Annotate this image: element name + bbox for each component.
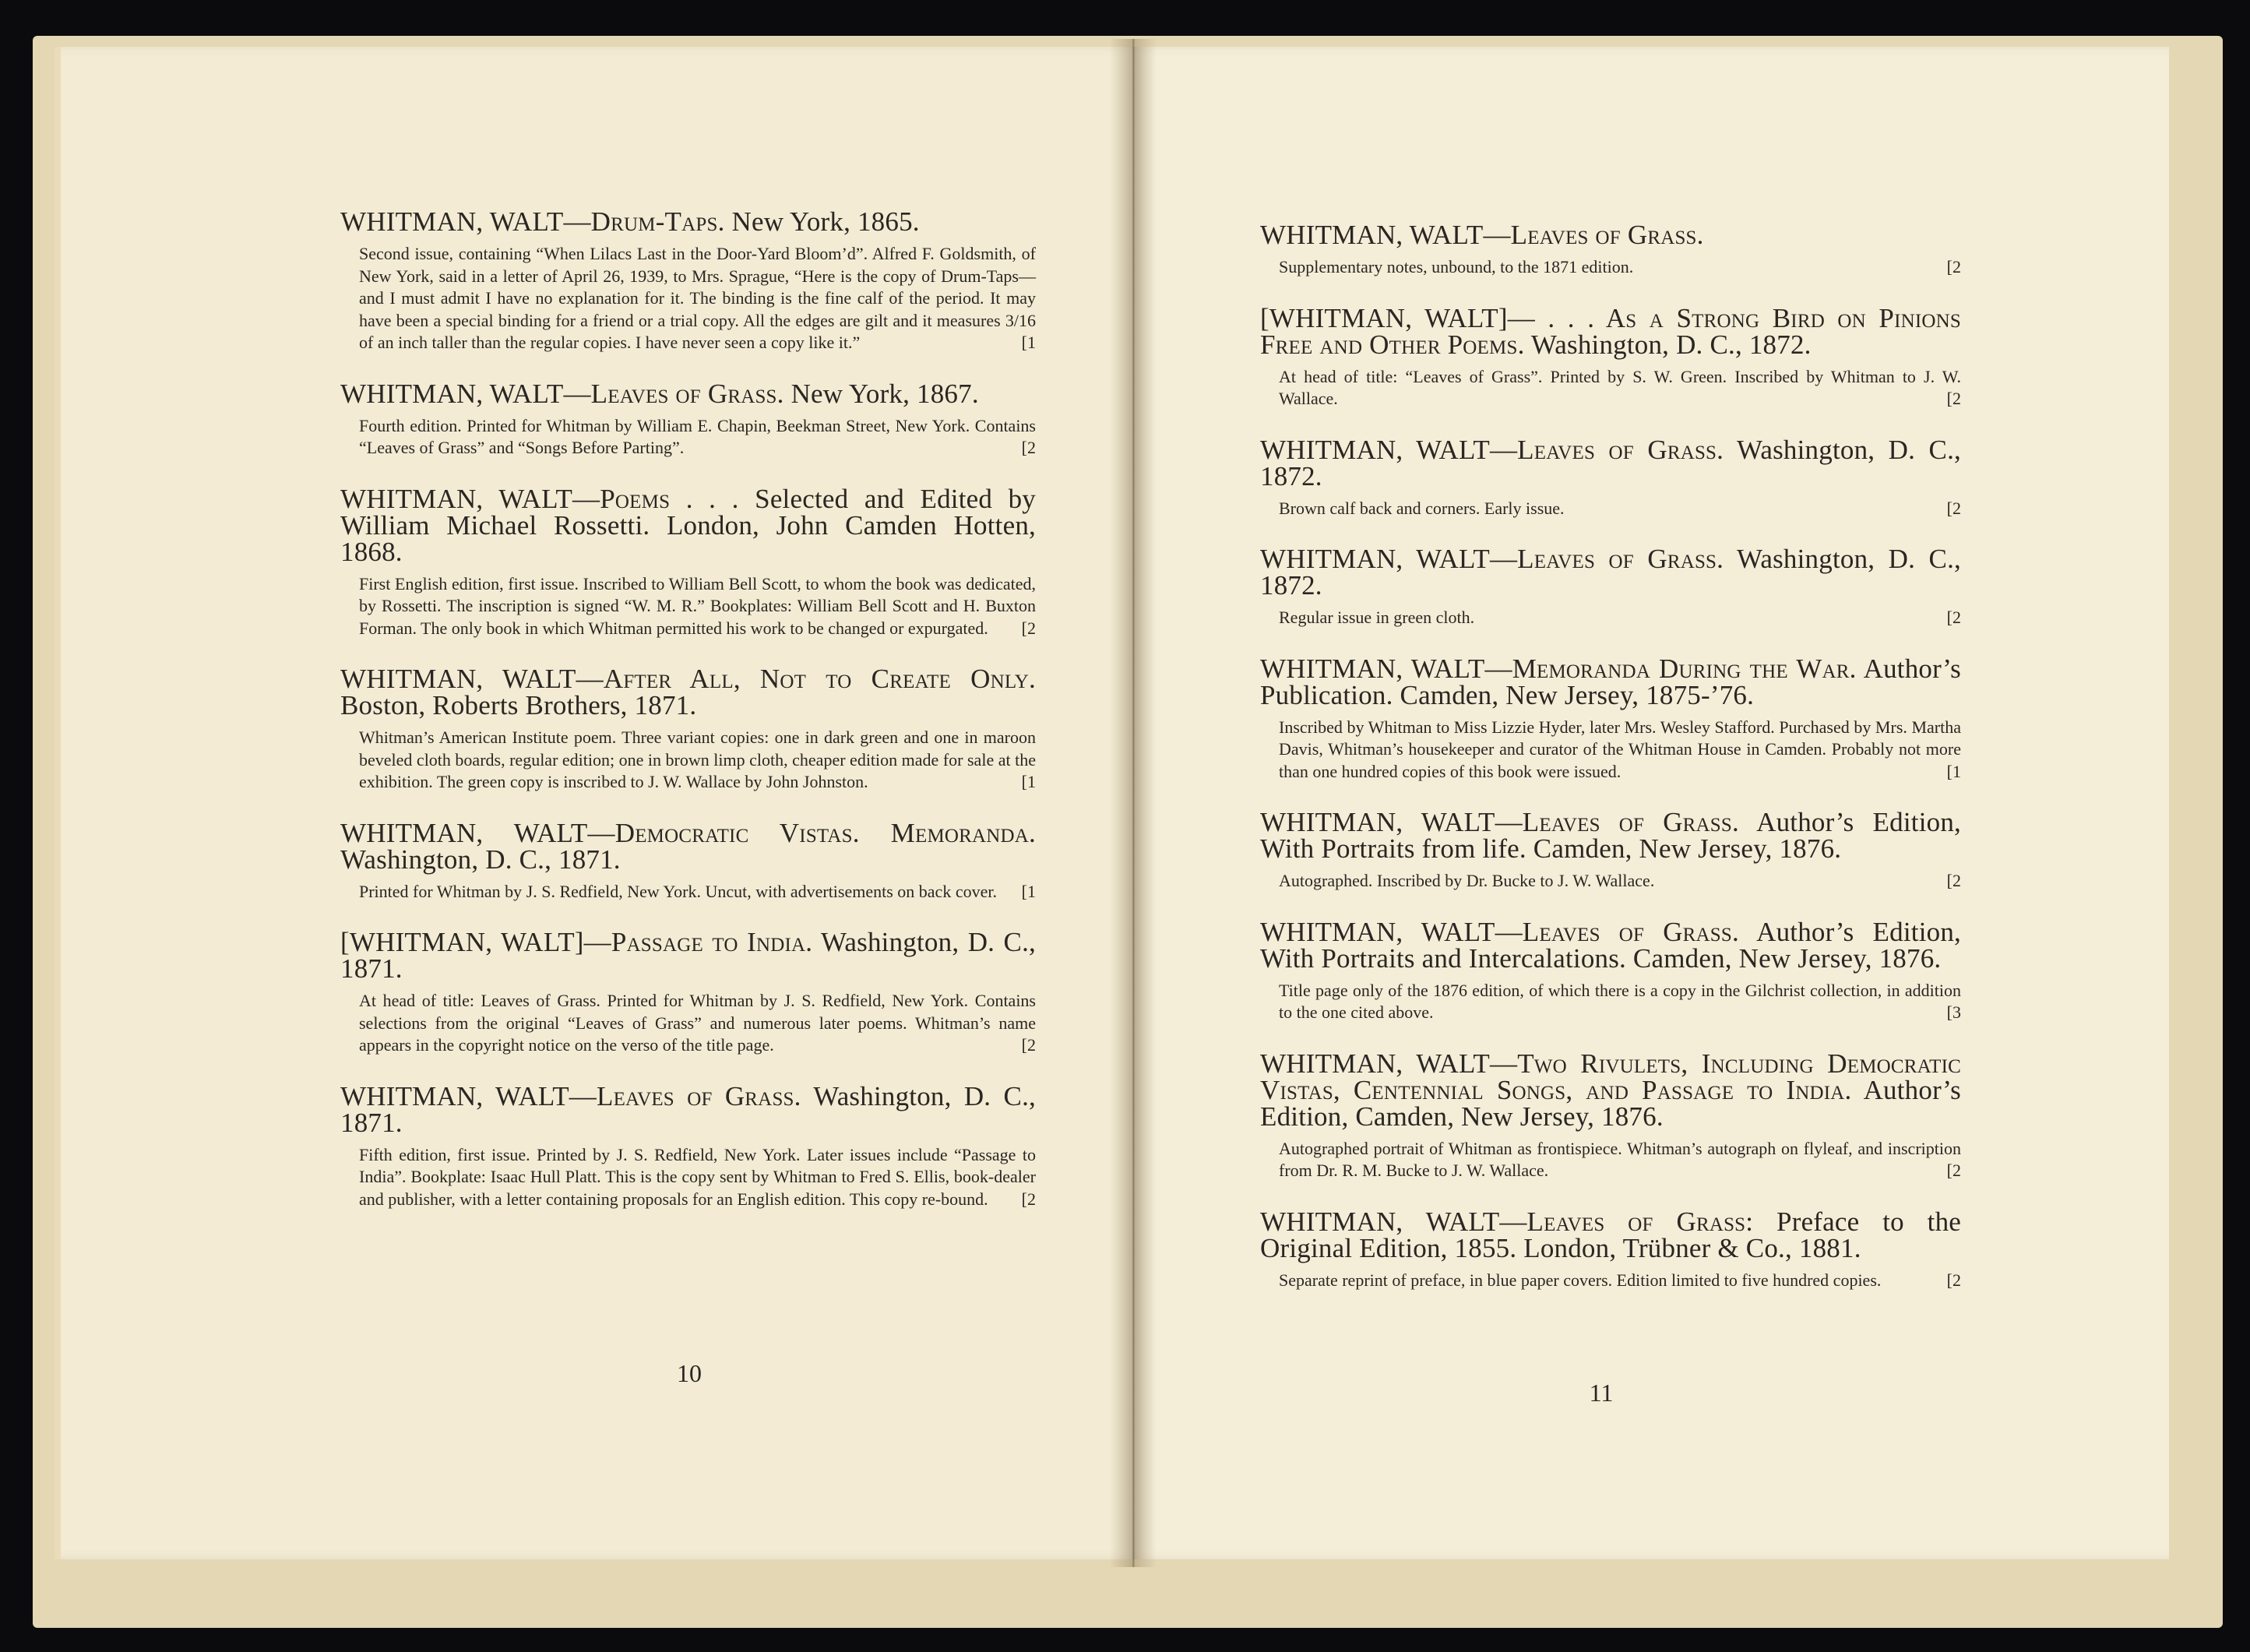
entry-note-text: First English edition, first issue. Inscribed to William Bell Scott, to whom the book was dedicated, by Rossetti. The inscription is signed “W. M. R.” Bookplates: William Bell Scott and H. Buxton Forman. The only book in which Whitman permitted his work to be changed or expurgated. [359, 573, 1036, 638]
bibliography-entry [1260, 653, 1961, 784]
entry-heading [340, 378, 1036, 409]
entry-heading [340, 666, 1036, 719]
entry-imprint: Author’s Edition, Camden, New Jersey, 1876. [1260, 1074, 1961, 1132]
copies-count: [2 [1946, 257, 1961, 277]
entry-author: WHITMAN, WALT— [1260, 1048, 1518, 1079]
entry-author: WHITMAN, WALT— [340, 817, 615, 848]
entry-imprint: Selected and Edited by William Michael Rossetti. London, John Camden Hotten, 1868. [340, 483, 1036, 567]
entry-imprint: Author’s Edition, With Portraits from life. Camden, New Jersey, 1876. [1260, 807, 1961, 864]
entry-heading [1260, 434, 1961, 491]
entry-note-text: Second issue, containing “When Lilacs Last in the Door-Yard Bloom’d”. Alfred F. Goldsmith, of New York, said in a letter of April 26, 1939, to Mrs. Sprague, “Here is the copy of Drum-Taps—and I must admit I have no explanation for it. The binding is the fine calf of the period. It may have been a special binding for a friend or a trial copy. All the edges are gilt and it measures 3/16 of an inch taller than the regular copies. I have never seen a copy like it.” [359, 244, 1036, 352]
entry-note [1279, 366, 1961, 410]
entry-note [359, 573, 1036, 640]
copies-count: [1 [1946, 761, 1961, 781]
copies-count: [2 [1021, 618, 1036, 638]
entry-heading [1260, 546, 1961, 599]
bibliography-entry [340, 929, 1036, 1057]
entry-note [1279, 498, 1961, 520]
entry-heading [340, 929, 1036, 982]
entry-heading [340, 1080, 1036, 1138]
bibliography-entry [340, 483, 1036, 640]
entry-author: WHITMAN, WALT— [1260, 544, 1518, 574]
entry-heading [1260, 222, 1961, 248]
entry-author: WHITMAN, WALT— [340, 1080, 597, 1111]
entry-note [1279, 717, 1961, 784]
entry-heading [1260, 1206, 1961, 1263]
entry-heading [1260, 916, 1961, 974]
entry-author: WHITMAN, WALT— [340, 664, 604, 694]
book-gutter [1110, 39, 1157, 1567]
entry-heading [1260, 809, 1961, 862]
bibliography-entry [1260, 546, 1961, 629]
entry-note-text: Whitman’s American Institute poem. Three variant copies: one in dark green and one in maroon beveled cloth boards, regular edition; one in brown limp cloth, cheaper edition made for sale at the exhibition. The green copy is inscribed to J. W. Wallace by John Johnston. [359, 727, 1036, 791]
entry-note-text: Inscribed by Whitman to Miss Lizzie Hyder, later Mrs. Wesley Stafford. Purchased by Mrs. Martha Davis, Whitman’s housekeeper and curator of the Whitman House in Camden. Probably not more than one hundred copies of this book were issued. [1279, 717, 1961, 781]
entry-author: WHITMAN, WALT— [340, 206, 591, 237]
entry-title: Leaves of Grass. [1510, 220, 1704, 250]
entry-note-text: Brown calf back and corners. Early issue. [1279, 498, 1565, 518]
entry-note [359, 243, 1036, 354]
entry-note [1279, 1270, 1961, 1292]
entry-heading [1260, 1048, 1961, 1132]
copies-count: [1 [1021, 772, 1036, 791]
entry-imprint: Author’s Edition, With Portraits and Intercalations. Camden, New Jersey, 1876. [1260, 916, 1961, 974]
entry-author: WHITMAN, WALT— [1260, 916, 1523, 947]
entry-note [359, 990, 1036, 1057]
entry-note-text: Fifth edition, first issue. Printed by J. S. Redfield, New York. Later issues include “Passage to India”. Bookplate: Isaac Hull Platt. This is the copy sent by Whitman to Fred S. Ellis, book-dealer and publisher, with a letter containing proposals for an English edition. This copy re-bound. [359, 1144, 1036, 1209]
entry-imprint: Preface to the Original Edition, 1855. London, Trübner & Co., 1881. [1260, 1206, 1961, 1263]
entry-title: Leaves of Grass: [1526, 1206, 1754, 1237]
entry-author: WHITMAN, WALT— [1260, 220, 1511, 250]
entry-title: Leaves of Grass. [597, 1080, 801, 1111]
entry-title: Passage to India. [611, 927, 813, 957]
entry-note-text: Regular issue in green cloth. [1279, 608, 1475, 627]
copies-count: [2 [1946, 389, 1961, 408]
entry-author: WHITMAN, WALT— [340, 483, 600, 514]
copies-count: [3 [1946, 1002, 1961, 1022]
entry-note [359, 881, 1036, 903]
entry-title: Two Rivulets, Including Democratic Vistas, Centennial Songs, and Passage to India. [1260, 1048, 1961, 1105]
entry-note [1279, 1138, 1961, 1182]
entry-note-text: Separate reprint of preface, in blue paper covers. Edition limited to five hundred copies. [1279, 1270, 1882, 1290]
copies-count: [1 [1021, 333, 1036, 352]
right-column [1260, 222, 1961, 1318]
copies-count: [2 [1021, 1035, 1036, 1055]
entry-note [359, 415, 1036, 460]
entry-note [1279, 607, 1961, 629]
entry-imprint: Author’s Publication. Camden, New Jersey, 1875-’76. [1260, 653, 1961, 710]
entry-author: WHITMAN, WALT— [340, 378, 591, 409]
entry-heading [1260, 302, 1961, 360]
copies-count: [2 [1946, 1161, 1961, 1180]
page-number-left: 10 [677, 1359, 702, 1387]
entry-title: After All, Not to Create Only. [603, 664, 1036, 694]
bibliography-entry [340, 1080, 1036, 1211]
entry-author: [WHITMAN, WALT]— [1260, 302, 1548, 333]
entry-note [1279, 256, 1961, 279]
bibliography-entry [340, 378, 1036, 460]
entry-heading [340, 817, 1037, 875]
entry-imprint: Washington, D. C., 1871. [340, 927, 1036, 984]
copies-count: [2 [1946, 871, 1961, 890]
bibliography-entry [1260, 809, 1961, 893]
entry-title: Leaves of Grass. [590, 378, 784, 409]
bibliography-entry [1260, 1048, 1961, 1182]
entry-title: Leaves of Grass. [1517, 434, 1724, 465]
bibliography-entry [340, 666, 1036, 794]
bibliography-entry [1260, 1206, 1961, 1292]
entry-imprint: Washington, D. C., 1872. [1260, 434, 1961, 491]
entry-heading [340, 483, 1036, 567]
entry-author: WHITMAN, WALT— [1260, 434, 1518, 465]
bibliography-entry [340, 817, 1037, 903]
entry-imprint: Washington, D. C., 1871. [340, 1080, 1036, 1138]
copies-count: [1 [1021, 881, 1036, 901]
entry-note-text: Fourth edition. Printed for Whitman by William E. Chapin, Beekman Street, New York. Contains “Leaves of Grass” and “Songs Before Parting”. [359, 415, 1036, 457]
entry-imprint: Washington, D. C., 1872. [1260, 544, 1961, 601]
entry-note [1279, 980, 1961, 1024]
bibliography-entry [1260, 916, 1961, 1024]
entry-imprint: Boston, Roberts Brothers, 1871. [340, 690, 697, 720]
entry-title: Leaves of Grass. [1522, 916, 1739, 947]
copies-count: [2 [1946, 608, 1961, 627]
bibliography-entry [340, 206, 1036, 354]
entry-title: Democratic Vistas. Memoranda. [614, 817, 1037, 848]
entry-title: . . . As a Strong Bird on Pinions Free and Other Poems. [1260, 302, 1961, 360]
entry-author: WHITMAN, WALT— [1260, 807, 1523, 837]
entry-imprint: New York, 1865. [731, 206, 920, 237]
entry-heading [1260, 653, 1961, 710]
entry-heading [340, 206, 1036, 237]
copies-count: [2 [1021, 438, 1036, 457]
copies-count: [2 [1021, 1189, 1036, 1209]
entry-note [359, 727, 1036, 794]
entry-note-text: At head of title: Leaves of Grass. Printed for Whitman by J. S. Redfield, New York. Contains selections from the original “Leaves of Grass” and numerous later poems. Whitman’s name appears in the copyright notice on the verso of the title page. [359, 991, 1036, 1055]
bibliography-entry [1260, 302, 1961, 410]
entry-imprint: New York, 1867. [790, 378, 979, 409]
left-column [340, 206, 1037, 1237]
entry-title: Poems . . . [600, 483, 739, 514]
entry-title: Leaves of Grass. [1522, 807, 1739, 837]
entry-note-text: At head of title: “Leaves of Grass”. Printed by S. W. Green. Inscribed by Whitman to J. W. Wallace. [1279, 366, 1961, 408]
entry-note-text: Autographed. Inscribed by Dr. Bucke to J. W. Wallace. [1279, 871, 1655, 890]
entry-note-text: Printed for Whitman by J. S. Redfield, New York. Uncut, with advertisements on back cover. [359, 881, 997, 901]
entry-title: Leaves of Grass. [1517, 544, 1724, 574]
entry-note [1279, 870, 1961, 893]
copies-count: [2 [1946, 1270, 1961, 1290]
entry-author: WHITMAN, WALT— [1260, 1206, 1527, 1237]
copies-count: [2 [1946, 498, 1961, 518]
entry-note [359, 1144, 1036, 1211]
page-number-right: 11 [1589, 1379, 1614, 1407]
entry-note-text: Autographed portrait of Whitman as frontispiece. Whitman’s autograph on flyleaf, and inscription from Dr. R. M. Bucke to J. W. Wallace. [1279, 1138, 1961, 1180]
entry-imprint: Washington, D. C., 1872. [1530, 329, 1812, 360]
entry-title: Memoranda During the War. [1512, 653, 1857, 684]
entry-note-text: Title page only of the 1876 edition, of which there is a copy in the Gilchrist collection, in addition to the one cited above. [1279, 980, 1961, 1022]
bibliography-entry [1260, 434, 1961, 520]
entry-author: [WHITMAN, WALT]— [340, 927, 611, 957]
entry-imprint: Washington, D. C., 1871. [340, 844, 621, 875]
bibliography-entry [1260, 222, 1961, 279]
entry-note-text: Supplementary notes, unbound, to the 1871 edition. [1279, 257, 1634, 277]
entry-title: Drum-Taps. [590, 206, 725, 237]
entry-author: WHITMAN, WALT— [1260, 653, 1512, 684]
